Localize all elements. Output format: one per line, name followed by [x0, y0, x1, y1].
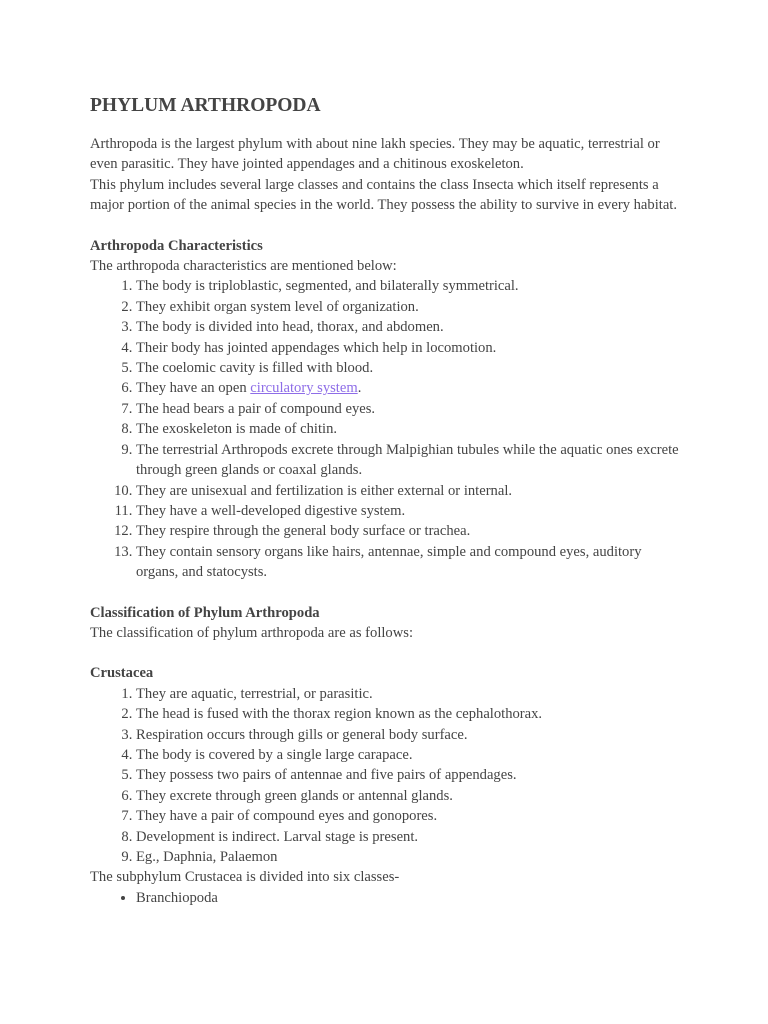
crustacea-classes-list [90, 888, 685, 908]
crustacea-item: 4. The body is covered by a single large carapace. [136, 745, 685, 765]
characteristics-item: 12. They respire through the general body surface or trachea. [136, 521, 685, 541]
characteristics-item: 8. The exoskeleton is made of chitin. [136, 419, 685, 439]
characteristics-item: 3. The body is divided into head, thorax, and abdomen. [136, 317, 685, 337]
crustacea-item: 3. Respiration occurs through gills or general body surface. [136, 725, 685, 745]
characteristics-item: 5. The coelomic cavity is filled with blood. [136, 358, 685, 378]
crustacea-item: 6. They excrete through green glands or antennal glands. [136, 786, 685, 806]
classification-lead: The classification of phylum arthropoda are as follows: [90, 624, 413, 641]
characteristics-item: 11. They have a well-developed digestive system. [136, 501, 685, 521]
intro-paragraph-1: Arthropoda is the largest phylum with about nine lakh species. They may be aquatic, terrestrial or even parasitic. They have jointed appendages and a chitinous exoskeleton. [90, 136, 660, 173]
crustacea-item: 2. The head is fused with the thorax region known as the cephalothorax. [136, 704, 685, 724]
characteristics-item-text: They have an open [136, 380, 247, 397]
characteristics-item: 1. The body is triploblastic, segmented, and bilaterally symmetrical. [136, 276, 685, 296]
crustacea-item: 7. They have a pair of compound eyes and gonopores. [136, 806, 685, 826]
characteristics-item: 10. They are unisexual and fertilization is either external or internal. [136, 481, 685, 501]
crustacea-item: 9. Eg., Daphnia, Palaemon [136, 847, 685, 867]
crustacea-item: 1. They are aquatic, terrestrial, or parasitic. [136, 684, 685, 704]
crustacea-item: 5. They possess two pairs of antennae and five pairs of appendages. [136, 765, 685, 785]
classification-heading: Classification of Phylum Arthropoda [90, 604, 320, 621]
crustacea-sub-lead: The subphylum Crustacea is divided into six classes- [90, 869, 400, 886]
characteristics-lead: The arthropoda characteristics are mentioned below: [90, 258, 397, 275]
characteristics-item: 13. They contain sensory organs like hairs, antennae, simple and compound eyes, auditory organs, and statocysts. [136, 542, 685, 583]
crustacea-list [90, 684, 685, 868]
crustacea-class-item: • Branchiopoda [136, 888, 685, 908]
characteristics-item: 7. The head bears a pair of compound eyes. [136, 399, 685, 419]
characteristics-item: 2. They exhibit organ system level of organization. [136, 297, 685, 317]
circulatory-system-link[interactable]: circulatory system [250, 380, 358, 397]
characteristics-heading: Arthropoda Characteristics [90, 237, 263, 254]
link-suffix: . [357, 380, 362, 397]
crustacea-heading: Crustacea [90, 665, 154, 682]
characteristics-item: 9. The terrestrial Arthropods excrete through Malpighian tubules while the aquatic ones excrete through green glands or coaxal glands. [136, 440, 685, 481]
characteristics-item-circulatory [136, 378, 685, 398]
crustacea-item: 8. Development is indirect. Larval stage is present. [136, 827, 685, 847]
characteristics-list [90, 276, 685, 582]
intro-paragraph-2: This phylum includes several large classes and contains the class Insecta which itself represents a major portion of the animal species in the world. They possess the ability to survive in every habitat. [90, 176, 677, 214]
characteristics-item: 4. Their body has jointed appendages which help in locomotion. [136, 338, 685, 358]
document-content [90, 94, 685, 908]
page-title: PHYLUM ARTHROPODA [90, 95, 321, 116]
